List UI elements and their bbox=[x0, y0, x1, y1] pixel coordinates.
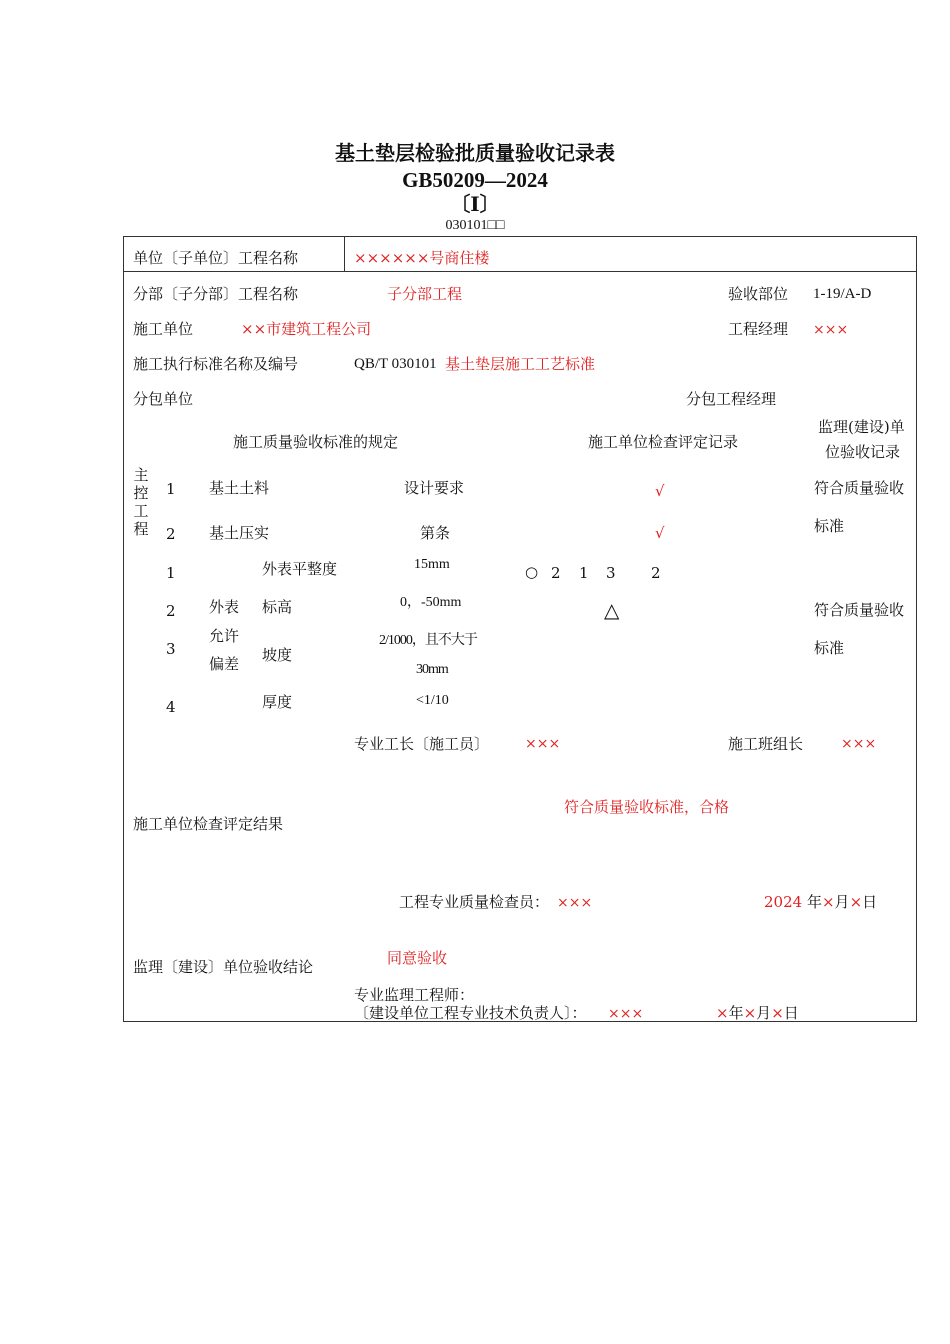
date-month: × bbox=[743, 1004, 757, 1022]
subproject-label: 分部〔子分部〕工程名称 bbox=[133, 285, 299, 303]
general-item-number: 3 bbox=[166, 640, 176, 658]
general-item-name: 外表平整度 bbox=[262, 560, 338, 578]
standard-code: GB50209—2024 bbox=[402, 168, 548, 192]
date-year: 2024 bbox=[764, 893, 803, 911]
supervision-conclusion-value: 同意验收 bbox=[387, 949, 448, 967]
date-day: × bbox=[849, 893, 863, 911]
project-manager-label: 工程经理 bbox=[728, 320, 789, 338]
general-item-requirement: 0，-50mm bbox=[400, 595, 462, 610]
main-item-number: 2 bbox=[166, 525, 176, 543]
page-title: 基土垫层检验批质量验收记录表 bbox=[335, 141, 615, 165]
general-item-name: 厚度 bbox=[262, 693, 293, 711]
foreman-value: ××× bbox=[525, 736, 561, 752]
general-item-number: 4 bbox=[166, 698, 176, 716]
contractor-result-value: 符合质量验收标准，合格 bbox=[564, 798, 730, 816]
header-divider bbox=[123, 271, 917, 272]
contractor-value: ××市建筑工程公司 bbox=[241, 320, 372, 338]
general-result-line1: 符合质量验收 bbox=[814, 601, 905, 619]
team-leader-label: 施工班组长 bbox=[728, 735, 804, 753]
subproject-value: 子分部工程 bbox=[387, 285, 463, 303]
date-year: × bbox=[716, 1004, 729, 1022]
supervision-conclusion-label: 监理〔建设〕单位验收结论 bbox=[133, 958, 314, 976]
general-group-label-line2: 允许 bbox=[209, 627, 240, 645]
contractor-result-label: 施工单位检查评定结果 bbox=[133, 815, 284, 833]
general-item-number: 2 bbox=[166, 602, 176, 620]
main-control-result-line2: 标准 bbox=[814, 517, 845, 535]
general-item-name: 坡度 bbox=[262, 646, 293, 664]
project-manager-value: ××× bbox=[813, 322, 849, 338]
general-item-number: 1 bbox=[166, 564, 176, 582]
exec-standard-label: 施工执行标准名称及编号 bbox=[133, 355, 299, 373]
main-item-requirement: 第条 bbox=[420, 524, 451, 542]
measurement-circle: ○ bbox=[525, 563, 539, 581]
column-standard-heading: 施工质量验收标准的规定 bbox=[233, 433, 399, 451]
quality-inspector-value: ××× bbox=[557, 895, 593, 911]
acceptance-part-label: 验收部位 bbox=[728, 285, 789, 303]
general-item-requirement-line1: 2/1000，且不大于 bbox=[379, 633, 477, 648]
acceptance-part-value: 1-19/A-D bbox=[813, 286, 872, 302]
main-item-name: 基土土料 bbox=[209, 479, 270, 497]
general-item-name: 标高 bbox=[262, 598, 293, 616]
date-month: × bbox=[821, 893, 835, 911]
supervision-date: ×年×月×日 bbox=[716, 1004, 799, 1022]
subcontractor-manager-label: 分包工程经理 bbox=[686, 390, 777, 408]
measurement-value: 2 bbox=[651, 564, 661, 582]
general-result-line2: 标准 bbox=[814, 639, 845, 657]
client-tech-lead-label: 〔建设单位工程专业技术负责人〕： bbox=[354, 1004, 587, 1022]
foreman-label: 专业工长〔施工员〕 bbox=[354, 735, 490, 753]
main-item-requirement: 设计要求 bbox=[404, 479, 465, 497]
quality-inspector-label: 工程专业质量检查员： bbox=[399, 893, 550, 911]
general-item-requirement: <1/10 bbox=[416, 693, 449, 708]
exec-standard-code: QB/T 030101 bbox=[354, 356, 437, 372]
project-name-value: ××××××号商住楼 bbox=[354, 249, 490, 267]
subcontractor-label: 分包单位 bbox=[133, 390, 194, 408]
main-control-label: 主控工程 bbox=[133, 466, 149, 538]
contractor-result-date: 2024 年×月×日 bbox=[764, 893, 878, 911]
exec-standard-name: 基土垫层施工工艺标准 bbox=[445, 355, 596, 373]
measurement-value: 2 bbox=[551, 564, 561, 582]
team-leader-value: ××× bbox=[841, 736, 877, 752]
main-item-number: 1 bbox=[166, 480, 176, 498]
main-control-result-line1: 符合质量验收 bbox=[814, 479, 905, 497]
client-tech-lead-value: ××× bbox=[608, 1006, 644, 1022]
date-day: × bbox=[771, 1004, 784, 1022]
contractor-label: 施工单位 bbox=[133, 320, 194, 338]
supervision-engineer-label: 专业监理工程师： bbox=[354, 986, 475, 1004]
column-check-record-heading: 施工单位检查评定记录 bbox=[588, 433, 739, 451]
main-item-check: √ bbox=[655, 524, 665, 542]
form-code: 030101□□ bbox=[445, 218, 505, 233]
triangle-mark: △ bbox=[604, 598, 620, 622]
main-item-name: 基土压实 bbox=[209, 524, 270, 542]
general-group-label-line1: 外表 bbox=[209, 598, 240, 616]
column-supervision-heading-line2: 位验收记录 bbox=[825, 443, 901, 461]
project-name-divider bbox=[344, 236, 345, 272]
column-supervision-heading-line1: 监理(建设)单 bbox=[818, 418, 905, 436]
main-item-check: √ bbox=[655, 482, 665, 500]
measurement-value: 3 bbox=[606, 564, 616, 582]
general-item-requirement-line2: 30mm bbox=[416, 662, 448, 677]
measurement-value: 1 bbox=[579, 564, 589, 582]
general-group-label-line3: 偏差 bbox=[209, 655, 240, 673]
roman-numeral: 〔Ⅰ〕 bbox=[450, 192, 500, 216]
general-item-requirement: 15mm bbox=[414, 557, 450, 572]
project-name-label: 单位〔子单位〕工程名称 bbox=[133, 249, 299, 267]
